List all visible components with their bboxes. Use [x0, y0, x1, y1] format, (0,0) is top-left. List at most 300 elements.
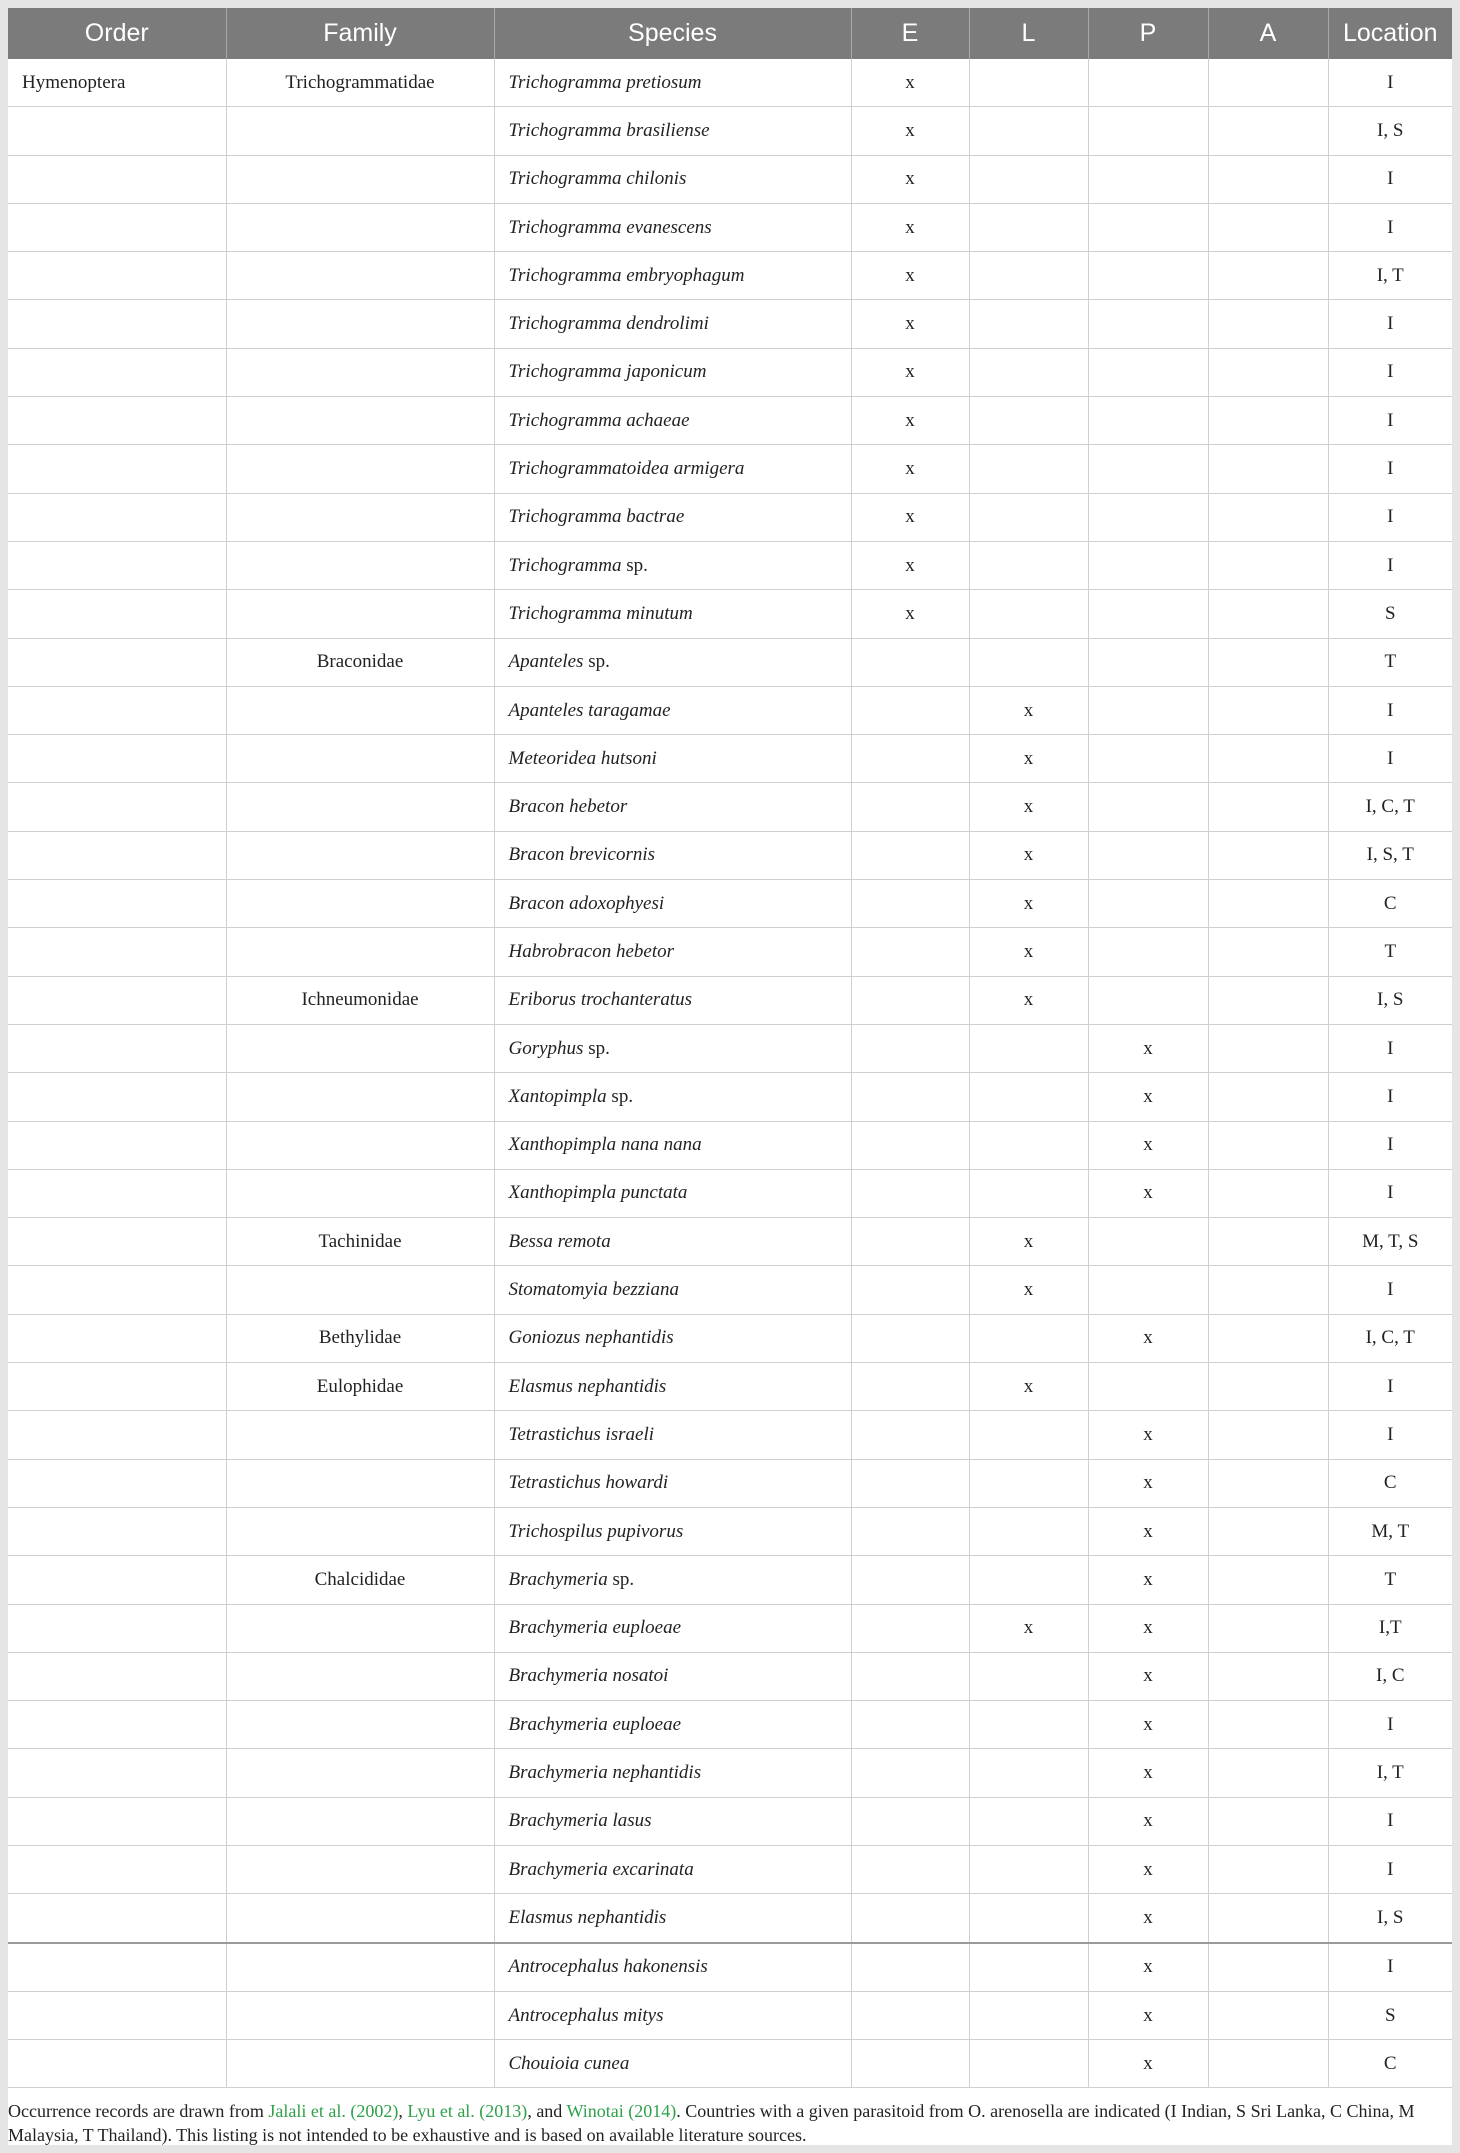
location-cell: C [1328, 2040, 1452, 2088]
egg-stage-cell [851, 928, 969, 976]
species-cell [494, 541, 851, 589]
order-cell [8, 831, 226, 879]
pupa-stage-cell [1088, 397, 1208, 445]
pupa-stage-cell [1088, 1363, 1208, 1411]
order-cell [8, 107, 226, 155]
species-name: Apanteles [508, 651, 584, 673]
header-species: Species [494, 8, 851, 59]
egg-stage-cell [851, 1943, 969, 1992]
table-row [8, 1991, 1452, 2039]
order-cell [8, 1507, 226, 1555]
species-name: Chouioia cunea [508, 2052, 630, 2074]
location-cell: I [1328, 1169, 1452, 1217]
species-name: Brachymeria lasus [508, 1810, 652, 1832]
species-cell [494, 1943, 851, 1992]
pupa-stage-cell: x [1088, 1556, 1208, 1604]
table-row [8, 155, 1452, 203]
egg-stage-cell: x [851, 252, 969, 300]
egg-stage-cell [851, 1749, 969, 1797]
table-row [8, 1556, 1452, 1604]
adult-stage-cell [1208, 590, 1328, 638]
order-cell [8, 686, 226, 734]
order-cell [8, 928, 226, 976]
pupa-stage-cell [1088, 493, 1208, 541]
species-cell [494, 155, 851, 203]
species-name: Trichogramma dendrolimi [508, 313, 709, 335]
species-cell [494, 397, 851, 445]
table-body [8, 59, 1452, 2088]
order-cell [8, 1363, 226, 1411]
table-row [8, 928, 1452, 976]
larva-stage-cell [969, 1024, 1088, 1072]
larva-stage-cell [969, 590, 1088, 638]
family-cell [226, 831, 494, 879]
species-qualifier: sp. [607, 1568, 635, 1590]
species-name: Xanthopimpla punctata [508, 1182, 688, 1204]
adult-stage-cell [1208, 1266, 1328, 1314]
location-cell: I, S [1328, 1894, 1452, 1943]
reference-link-jalali[interactable]: Jalali et al. (2002) [268, 2101, 399, 2121]
species-cell [494, 783, 851, 831]
location-cell: I, S [1328, 976, 1452, 1024]
location-cell: I [1328, 1411, 1452, 1459]
table-row [8, 1749, 1452, 1797]
species-cell [494, 2040, 851, 2088]
table-row [8, 59, 1452, 107]
footnote-separator: , and [527, 2101, 567, 2121]
species-name: Stomatomyia bezziana [508, 1279, 679, 1301]
species-name: Trichogramma japonicum [508, 361, 707, 383]
order-cell [8, 1556, 226, 1604]
larva-stage-cell: x [969, 1218, 1088, 1266]
family-cell: Tachinidae [226, 1218, 494, 1266]
species-cell [494, 928, 851, 976]
larva-stage-cell [969, 1411, 1088, 1459]
larva-stage-cell: x [969, 928, 1088, 976]
adult-stage-cell [1208, 445, 1328, 493]
species-cell [494, 59, 851, 107]
species-cell [494, 1507, 851, 1555]
adult-stage-cell [1208, 1991, 1328, 2039]
egg-stage-cell [851, 2040, 969, 2088]
species-name: Bracon adoxophyesi [508, 892, 665, 914]
family-cell [226, 1894, 494, 1943]
pupa-stage-cell: x [1088, 1073, 1208, 1121]
adult-stage-cell [1208, 1749, 1328, 1797]
species-name: Trichogramma brasiliense [508, 119, 710, 141]
species-qualifier: sp. [583, 1037, 610, 1059]
egg-stage-cell [851, 976, 969, 1024]
species-name: Brachymeria excarinata [508, 1858, 694, 1880]
location-cell: I, T [1328, 252, 1452, 300]
location-cell: I [1328, 1121, 1452, 1169]
species-name: Habrobracon hebetor [508, 940, 675, 962]
species-cell [494, 1169, 851, 1217]
adult-stage-cell [1208, 155, 1328, 203]
pupa-stage-cell [1088, 252, 1208, 300]
larva-stage-cell [969, 1894, 1088, 1943]
pupa-stage-cell [1088, 590, 1208, 638]
order-cell [8, 1845, 226, 1893]
reference-link-winotai[interactable]: Winotai (2014) [566, 2101, 677, 2121]
header-pupa: P [1088, 8, 1208, 59]
adult-stage-cell [1208, 1169, 1328, 1217]
location-cell: I, C, T [1328, 783, 1452, 831]
location-cell: I [1328, 1024, 1452, 1072]
table-row [8, 493, 1452, 541]
table-row [8, 1604, 1452, 1652]
adult-stage-cell [1208, 1459, 1328, 1507]
adult-stage-cell [1208, 1024, 1328, 1072]
egg-stage-cell [851, 686, 969, 734]
species-name: Bracon hebetor [508, 796, 628, 818]
pupa-stage-cell [1088, 348, 1208, 396]
species-cell [494, 1991, 851, 2039]
location-cell: I [1328, 493, 1452, 541]
order-cell [8, 1701, 226, 1749]
egg-stage-cell: x [851, 203, 969, 251]
species-name: Xanthopimpla nana nana [508, 1134, 702, 1156]
species-name: Trichogramma minutum [508, 602, 693, 624]
location-cell: I [1328, 1073, 1452, 1121]
location-cell: I, C, T [1328, 1314, 1452, 1362]
footnote-separator: , [398, 2101, 408, 2121]
larva-stage-cell [969, 1991, 1088, 2039]
species-name: Brachymeria nephantidis [508, 1762, 702, 1784]
pupa-stage-cell: x [1088, 1169, 1208, 1217]
pupa-stage-cell: x [1088, 1507, 1208, 1555]
table-row [8, 783, 1452, 831]
order-cell [8, 348, 226, 396]
larva-stage-cell [969, 1701, 1088, 1749]
table-row [8, 1894, 1452, 1943]
table-row [8, 1845, 1452, 1893]
header-larva: L [969, 8, 1088, 59]
pupa-stage-cell [1088, 638, 1208, 686]
order-cell [8, 1411, 226, 1459]
adult-stage-cell [1208, 831, 1328, 879]
species-name: Elasmus nephantidis [508, 1906, 667, 1928]
location-cell: I [1328, 300, 1452, 348]
parasitoid-table [8, 8, 1452, 2088]
order-cell [8, 1894, 226, 1943]
species-cell [494, 203, 851, 251]
larva-stage-cell [969, 541, 1088, 589]
larva-stage-cell [969, 155, 1088, 203]
location-cell: I [1328, 1701, 1452, 1749]
egg-stage-cell: x [851, 107, 969, 155]
order-cell [8, 2040, 226, 2088]
pupa-stage-cell: x [1088, 1121, 1208, 1169]
egg-stage-cell [851, 880, 969, 928]
order-cell [8, 397, 226, 445]
egg-stage-cell [851, 1266, 969, 1314]
order-cell [8, 1652, 226, 1700]
species-cell [494, 252, 851, 300]
pupa-stage-cell [1088, 976, 1208, 1024]
larva-stage-cell [969, 1121, 1088, 1169]
species-name: Trichogramma embryophagum [508, 264, 745, 286]
pupa-stage-cell [1088, 928, 1208, 976]
family-cell [226, 1991, 494, 2039]
species-name: Trichogramma chilonis [508, 168, 687, 190]
egg-stage-cell [851, 1556, 969, 1604]
egg-stage-cell: x [851, 397, 969, 445]
pupa-stage-cell [1088, 735, 1208, 783]
species-cell [494, 1797, 851, 1845]
adult-stage-cell [1208, 976, 1328, 1024]
location-cell: C [1328, 880, 1452, 928]
location-cell: T [1328, 928, 1452, 976]
larva-stage-cell [969, 1169, 1088, 1217]
family-cell: Ichneumonidae [226, 976, 494, 1024]
table-row [8, 1073, 1452, 1121]
larva-stage-cell [969, 638, 1088, 686]
family-cell: Trichogrammatidae [226, 59, 494, 107]
larva-stage-cell [969, 445, 1088, 493]
adult-stage-cell [1208, 638, 1328, 686]
location-cell: I,T [1328, 1604, 1452, 1652]
pupa-stage-cell: x [1088, 1943, 1208, 1992]
order-cell [8, 541, 226, 589]
larva-stage-cell: x [969, 976, 1088, 1024]
larva-stage-cell [969, 2040, 1088, 2088]
family-cell [226, 155, 494, 203]
egg-stage-cell [851, 1797, 969, 1845]
pupa-stage-cell [1088, 59, 1208, 107]
egg-stage-cell [851, 1024, 969, 1072]
header-order: Order [8, 8, 226, 59]
pupa-stage-cell: x [1088, 1701, 1208, 1749]
location-cell: I [1328, 59, 1452, 107]
species-cell [494, 1556, 851, 1604]
species-name: Apanteles taragamae [508, 699, 671, 721]
species-cell [494, 1749, 851, 1797]
family-cell [226, 1507, 494, 1555]
larva-stage-cell [969, 1556, 1088, 1604]
table-footnote [8, 2099, 1452, 2145]
order-cell [8, 1169, 226, 1217]
family-cell [226, 203, 494, 251]
larva-stage-cell [969, 1797, 1088, 1845]
family-cell [226, 493, 494, 541]
pupa-stage-cell [1088, 783, 1208, 831]
pupa-stage-cell: x [1088, 2040, 1208, 2088]
larva-stage-cell [969, 300, 1088, 348]
species-name: Tetrastichus howardi [508, 1472, 669, 1494]
adult-stage-cell [1208, 1652, 1328, 1700]
table-row [8, 203, 1452, 251]
family-cell [226, 445, 494, 493]
pupa-stage-cell [1088, 686, 1208, 734]
species-cell [494, 1266, 851, 1314]
header-egg: E [851, 8, 969, 59]
family-cell [226, 880, 494, 928]
species-cell [494, 1411, 851, 1459]
adult-stage-cell [1208, 1845, 1328, 1893]
species-cell [494, 1845, 851, 1893]
family-cell [226, 397, 494, 445]
order-cell [8, 783, 226, 831]
family-cell [226, 107, 494, 155]
species-qualifier: sp. [583, 651, 610, 673]
larva-stage-cell: x [969, 735, 1088, 783]
location-cell: I [1328, 397, 1452, 445]
family-cell [226, 1169, 494, 1217]
family-cell [226, 1701, 494, 1749]
family-cell [226, 735, 494, 783]
egg-stage-cell: x [851, 348, 969, 396]
larva-stage-cell [969, 1507, 1088, 1555]
egg-stage-cell [851, 1314, 969, 1362]
pupa-stage-cell: x [1088, 1024, 1208, 1072]
species-cell [494, 880, 851, 928]
table-row [8, 1169, 1452, 1217]
family-cell [226, 1604, 494, 1652]
adult-stage-cell [1208, 1943, 1328, 1992]
adult-stage-cell [1208, 493, 1328, 541]
pupa-stage-cell [1088, 155, 1208, 203]
order-cell [8, 203, 226, 251]
larva-stage-cell: x [969, 880, 1088, 928]
order-cell [8, 493, 226, 541]
species-cell [494, 348, 851, 396]
table-row [8, 1363, 1452, 1411]
pupa-stage-cell [1088, 300, 1208, 348]
pupa-stage-cell: x [1088, 1797, 1208, 1845]
egg-stage-cell [851, 1169, 969, 1217]
larva-stage-cell [969, 59, 1088, 107]
species-name: Goniozus nephantidis [508, 1327, 674, 1349]
family-cell [226, 590, 494, 638]
species-cell [494, 1121, 851, 1169]
pupa-stage-cell [1088, 445, 1208, 493]
location-cell: I [1328, 1845, 1452, 1893]
header-adult: A [1208, 8, 1328, 59]
species-name: Antrocephalus hakonensis [508, 1956, 708, 1978]
location-cell: I, S [1328, 107, 1452, 155]
pupa-stage-cell [1088, 880, 1208, 928]
species-name: Tetrastichus israeli [508, 1423, 655, 1445]
adult-stage-cell [1208, 1363, 1328, 1411]
larva-stage-cell [969, 1652, 1088, 1700]
species-cell [494, 1073, 851, 1121]
species-name: Trichogrammatoidea armigera [508, 458, 745, 480]
reference-link-lyu[interactable]: Lyu et al. (2013) [407, 2101, 528, 2121]
location-cell: I [1328, 1797, 1452, 1845]
larva-stage-cell [969, 397, 1088, 445]
family-cell [226, 252, 494, 300]
egg-stage-cell [851, 1073, 969, 1121]
larva-stage-cell [969, 203, 1088, 251]
species-cell [494, 590, 851, 638]
larva-stage-cell: x [969, 686, 1088, 734]
table-row [8, 252, 1452, 300]
family-cell: Eulophidae [226, 1363, 494, 1411]
adult-stage-cell [1208, 783, 1328, 831]
egg-stage-cell [851, 1459, 969, 1507]
species-cell [494, 445, 851, 493]
egg-stage-cell: x [851, 59, 969, 107]
species-name: Eriborus trochanteratus [508, 989, 692, 1011]
location-cell: M, T, S [1328, 1218, 1452, 1266]
family-cell [226, 1266, 494, 1314]
location-cell: I [1328, 203, 1452, 251]
location-cell: I [1328, 686, 1452, 734]
larva-stage-cell [969, 348, 1088, 396]
species-qualifier: sp. [606, 1085, 634, 1107]
pupa-stage-cell [1088, 831, 1208, 879]
family-cell [226, 1652, 494, 1700]
order-cell [8, 155, 226, 203]
egg-stage-cell [851, 783, 969, 831]
pupa-stage-cell: x [1088, 1459, 1208, 1507]
table-row [8, 541, 1452, 589]
order-cell [8, 1604, 226, 1652]
species-name: Antrocephalus mitys [508, 2004, 664, 2026]
larva-stage-cell [969, 1314, 1088, 1362]
species-name: Trichospilus pupivorus [508, 1520, 684, 1542]
location-cell: I, C [1328, 1652, 1452, 1700]
egg-stage-cell: x [851, 300, 969, 348]
adult-stage-cell [1208, 1073, 1328, 1121]
location-cell: S [1328, 590, 1452, 638]
adult-stage-cell [1208, 2040, 1328, 2088]
footnote-intro: Occurrence records are drawn from [8, 2101, 269, 2121]
table-row [8, 1024, 1452, 1072]
egg-stage-cell [851, 1218, 969, 1266]
egg-stage-cell [851, 1652, 969, 1700]
family-cell [226, 686, 494, 734]
species-cell [494, 1218, 851, 1266]
species-name: Brachymeria euploeae [508, 1617, 682, 1639]
adult-stage-cell [1208, 300, 1328, 348]
order-cell [8, 1943, 226, 1992]
larva-stage-cell: x [969, 1604, 1088, 1652]
species-cell [494, 638, 851, 686]
adult-stage-cell [1208, 686, 1328, 734]
location-cell: I [1328, 445, 1452, 493]
pupa-stage-cell [1088, 203, 1208, 251]
larva-stage-cell [969, 1943, 1088, 1992]
order-cell [8, 1314, 226, 1362]
pupa-stage-cell [1088, 1266, 1208, 1314]
egg-stage-cell [851, 638, 969, 686]
species-name: Brachymeria [508, 1568, 608, 1590]
larva-stage-cell: x [969, 831, 1088, 879]
species-cell [494, 1024, 851, 1072]
table-row [8, 348, 1452, 396]
adult-stage-cell [1208, 1507, 1328, 1555]
species-cell [494, 107, 851, 155]
table-row [8, 1459, 1452, 1507]
adult-stage-cell [1208, 59, 1328, 107]
larva-stage-cell: x [969, 1363, 1088, 1411]
adult-stage-cell [1208, 928, 1328, 976]
adult-stage-cell [1208, 252, 1328, 300]
larva-stage-cell: x [969, 783, 1088, 831]
egg-stage-cell [851, 1701, 969, 1749]
family-cell [226, 2040, 494, 2088]
pupa-stage-cell: x [1088, 1991, 1208, 2039]
location-cell: I, S, T [1328, 831, 1452, 879]
order-cell [8, 638, 226, 686]
species-name: Bessa remota [508, 1230, 611, 1252]
adult-stage-cell [1208, 1121, 1328, 1169]
egg-stage-cell [851, 735, 969, 783]
egg-stage-cell [851, 1363, 969, 1411]
family-cell: Chalcididae [226, 1556, 494, 1604]
